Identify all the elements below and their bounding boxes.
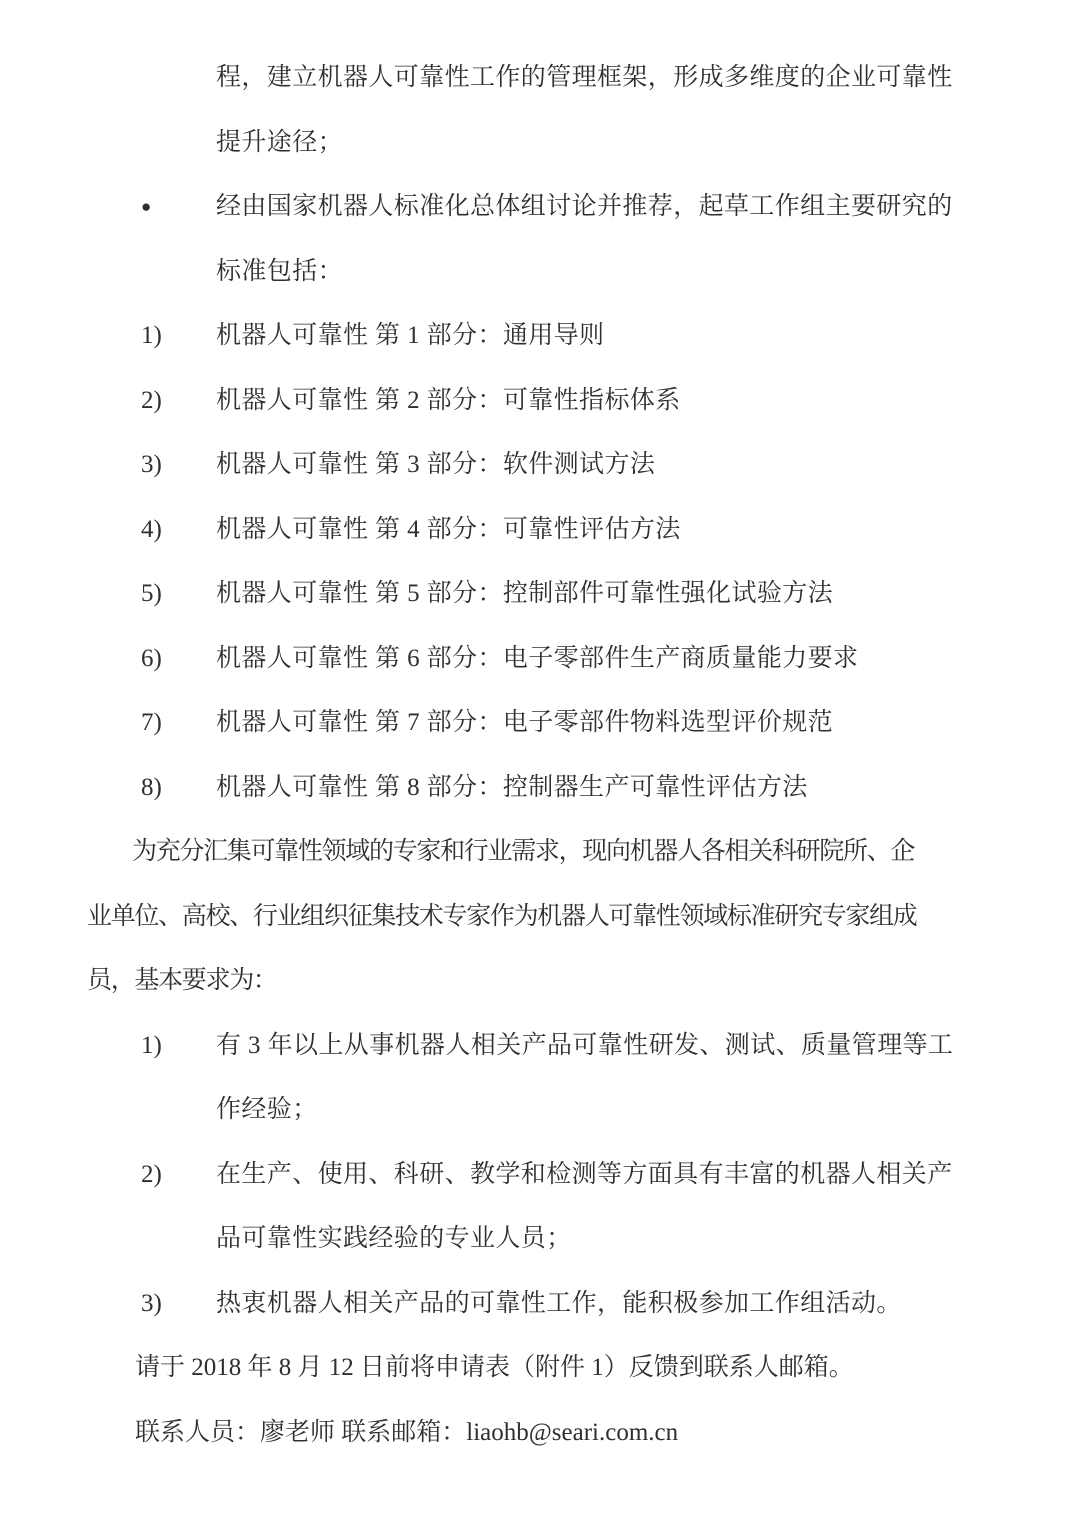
standards-list-item: [0, 498, 1080, 563]
list-number-marker: 3): [141, 451, 162, 478]
standards-list-item-text: 机器人可靠性 第 4 部分：可靠性评估方法: [216, 515, 681, 543]
list-number-marker: 4): [141, 515, 162, 543]
list-number-marker: 8): [141, 773, 162, 801]
list-number-marker: 2): [141, 386, 162, 414]
list-number-marker: 2): [141, 1160, 162, 1188]
standards-list-item: [0, 562, 1080, 627]
contact-label: 联系人员：廖老师 联系邮箱：: [135, 1418, 467, 1446]
list-number-marker: 6): [141, 644, 162, 672]
contact-info: [0, 1401, 1080, 1466]
standards-list-item-text: 机器人可靠性 第 8 部分：控制器生产可靠性评估方法: [216, 773, 808, 801]
requirements-list-item-line: 在生产、使用、科研、教学和检测等方面具有丰富的机器人相关产: [216, 1160, 953, 1188]
requirements-list-item-line: 热衷机器人相关产品的可靠性工作，能积极参加工作组活动。: [216, 1289, 902, 1317]
requirements-list-item: [0, 1272, 1080, 1337]
standards-list-item: [0, 627, 1080, 692]
paragraph-line: 员，基本要求为：: [87, 967, 277, 994]
contact-email: liaohb@seari.com.cn: [466, 1418, 679, 1446]
standards-list-item: [0, 369, 1080, 434]
standards-list-item-text: 机器人可靠性 第 7 部分：电子零部件物料选型评价规范: [216, 709, 834, 736]
paragraph-line: 提升途径；: [216, 128, 344, 156]
bullet-item: [0, 175, 1080, 304]
requirements-list-item-line: 作经验；: [216, 1096, 318, 1123]
standards-list-item-text: 机器人可靠性 第 5 部分：控制部件可靠性强化试验方法: [216, 580, 834, 607]
bullet-item-line: 标准包括：: [216, 257, 344, 285]
paragraph-line: 为充分汇集可靠性领域的专家和行业需求，现向机器人各相关科研院所、企: [132, 838, 915, 865]
requirements-list-item-line: 品可靠性实践经验的专业人员；: [216, 1225, 572, 1252]
standards-list-item-text: 机器人可靠性 第 1 部分：通用导则: [216, 322, 605, 349]
bullet-icon: ●: [141, 197, 152, 216]
standards-list-item-text: 机器人可靠性 第 2 部分：可靠性指标体系: [216, 386, 681, 414]
requirements-list-item: [0, 1014, 1080, 1143]
standards-list-item: [0, 304, 1080, 369]
intro-continuation-paragraph: [0, 46, 1080, 175]
standards-list-item: [0, 691, 1080, 756]
paragraph-line: 程，建立机器人可靠性工作的管理框架，形成多维度的企业可靠性: [216, 64, 953, 91]
list-number-marker: 5): [141, 580, 162, 607]
paragraph-line: 业单位、高校、行业组织征集技术专家作为机器人可靠性领域标准研究专家组成: [87, 902, 917, 930]
recruitment-paragraph: [0, 820, 1080, 1014]
bullet-item-line: 经由国家机器人标准化总体组讨论并推荐，起草工作组主要研究的: [216, 193, 953, 220]
standards-list-item: [0, 756, 1080, 821]
requirements-list-item: [0, 1143, 1080, 1272]
deadline-note: 请于 2018 年 8 月 12 日前将申请表（附件 1）反馈到联系人邮箱。: [135, 1354, 854, 1381]
list-number-marker: 1): [141, 322, 162, 349]
requirements-list-item-line: 有 3 年以上从事机器人相关产品可靠性研发、测试、质量管理等工: [216, 1031, 954, 1059]
list-number-marker: 3): [141, 1289, 162, 1317]
standards-list-item-text: 机器人可靠性 第 6 部分：电子零部件生产商质量能力要求: [216, 644, 859, 672]
list-number-marker: 7): [141, 709, 162, 736]
standards-list-item: [0, 433, 1080, 498]
standards-list-item-text: 机器人可靠性 第 3 部分：软件测试方法: [216, 451, 656, 478]
list-number-marker: 1): [141, 1031, 162, 1059]
